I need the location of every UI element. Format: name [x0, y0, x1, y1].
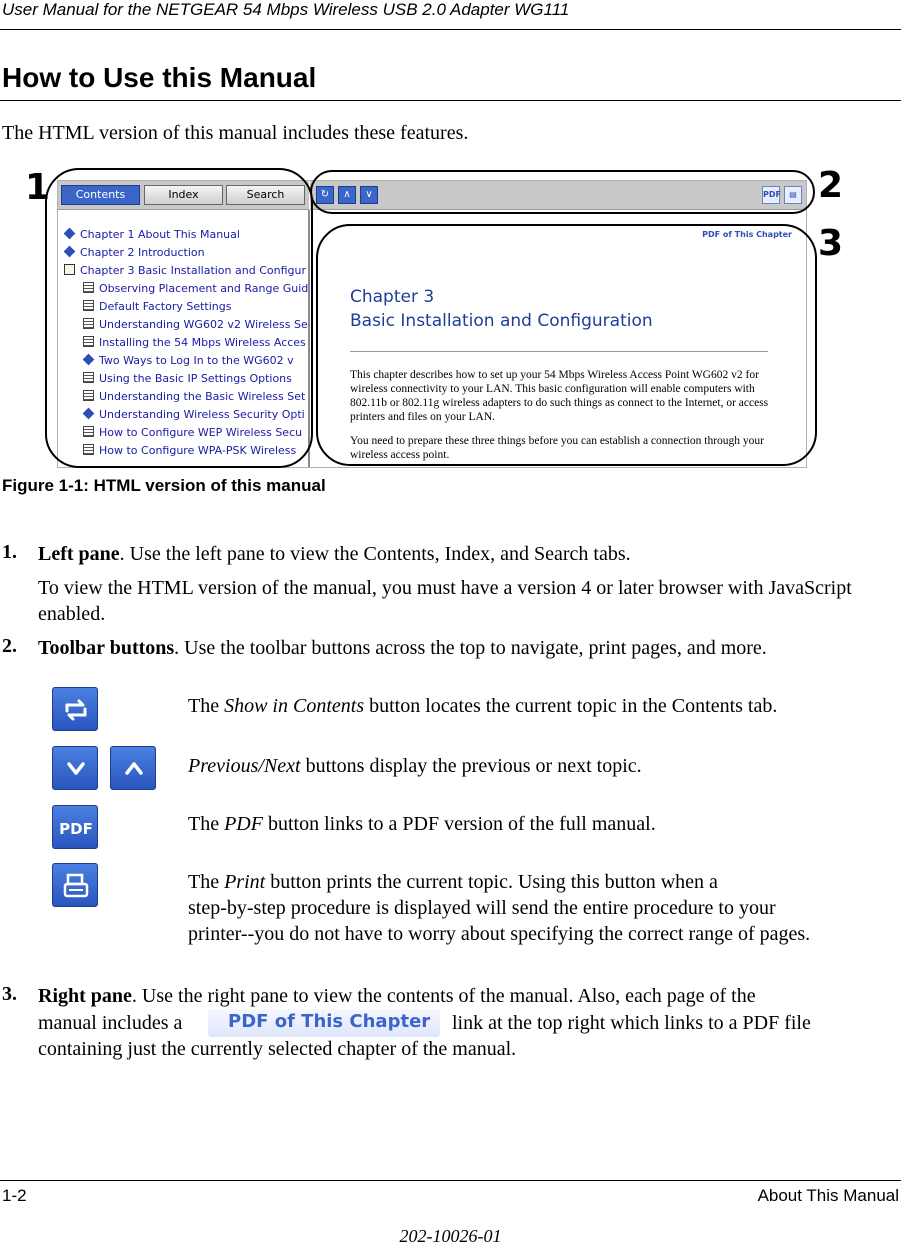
- pdf-of-this-chapter-link[interactable]: PDF of This Chapter: [702, 230, 792, 239]
- callout-number-2: 2: [818, 165, 844, 206]
- item-number-3: 3.: [2, 983, 17, 1005]
- item-right-pane: Right pane. Use the right pane to view the contents of the manual. Also, each page of the: [38, 985, 756, 1007]
- item-right-pane-line2a: manual includes a: [38, 1012, 183, 1034]
- footer-chapter-title: About This Manual: [757, 1186, 899, 1205]
- callout-number-1: 1: [25, 167, 51, 208]
- running-header: User Manual for the NETGEAR 54 Mbps Wireless USB 2.0 Adapter WG111: [2, 0, 570, 19]
- show-in-contents-icon: [52, 687, 98, 731]
- chapter-heading: Chapter 3 Basic Installation and Configuration: [350, 287, 653, 331]
- next-button[interactable]: ∨: [360, 186, 378, 204]
- toc-item[interactable]: Chapter 1 About This Manual: [64, 227, 240, 243]
- toc-item[interactable]: Chapter 2 Introduction: [64, 245, 205, 261]
- item-right-pane-line3: containing just the currently selected chapter of the manual.: [38, 1038, 517, 1060]
- svg-text:PDF: PDF: [59, 820, 93, 838]
- chapter-body: This chapter describes how to set up your 54 Mbps Wireless Access Point WG602 v2 for wireless connectivity to your LAN. This basic configuration will enable computers with 802.11b or 802.11g wireless adapters to do such things as connect to the Internet, or access printers and files on your LAN. You need to prepare these three things before you can establish a connection through your wireless access point.: [350, 369, 769, 461]
- toc-item[interactable]: How to Configure WEP Wireless Secu: [83, 425, 302, 441]
- toc-item[interactable]: Understanding the Basic Wireless Set: [83, 389, 305, 405]
- item-number-2: 2.: [2, 635, 17, 657]
- section-rule: [0, 100, 901, 101]
- pdf-icon: [52, 805, 98, 849]
- header-rule: [0, 29, 901, 30]
- item-left-pane: Left pane. Use the left pane to view the Contents, Index, and Search tabs.: [38, 543, 631, 565]
- item-left-pane-note: To view the HTML version of the manual, you must have a version 4 or later browser with JavaScript enabled.: [38, 577, 852, 625]
- document-number: 202-10026-01: [399, 1226, 502, 1243]
- tab-contents[interactable]: Contents: [61, 185, 140, 205]
- toc-item[interactable]: Observing Placement and Range Guid: [83, 281, 308, 297]
- tab-index[interactable]: Index: [144, 185, 223, 205]
- section-title: How to Use this Manual: [2, 62, 317, 93]
- intro-text: The HTML version of this manual includes these features.: [2, 122, 469, 144]
- toc-item[interactable]: Installing the 54 Mbps Wireless Acces: [83, 335, 306, 351]
- toc-item[interactable]: Chapter 3 Basic Installation and Configur: [64, 263, 306, 279]
- pdf-button[interactable]: PDF: [762, 186, 780, 204]
- callout-right-pane: [316, 224, 817, 466]
- item-number-1: 1.: [2, 541, 17, 563]
- tab-search[interactable]: Search: [226, 185, 305, 205]
- print-button[interactable]: ▤: [784, 186, 802, 204]
- callout-number-3: 3: [818, 223, 844, 264]
- footer-rule: [0, 1180, 901, 1181]
- print-desc: The Print button prints the current topic. Using this button when a step-by-step procedure is displayed will send the entire procedure to your printer--you do not have to worry about specifying the correct range of pages.: [188, 871, 811, 945]
- callout-left-pane: [45, 168, 313, 468]
- toc-item[interactable]: Default Factory Settings: [83, 299, 231, 315]
- pdf-desc: The PDF button links to a PDF version of the full manual.: [188, 813, 656, 835]
- item-right-pane-line2b: link at the top right which links to a PDF file: [452, 1012, 811, 1034]
- callout-toolbar: [310, 170, 815, 214]
- figure-caption: Figure 1-1: HTML version of this manual: [2, 476, 326, 495]
- previous-button[interactable]: ∧: [338, 186, 356, 204]
- toc-item[interactable]: Understanding Wireless Security Opti: [83, 407, 305, 423]
- toc-item[interactable]: How to Configure WPA-PSK Wireless: [83, 443, 296, 459]
- toc-item[interactable]: Two Ways to Log In to the WG602 v: [83, 353, 294, 369]
- show-in-contents-button[interactable]: ↻: [316, 186, 334, 204]
- figure-html-version: [0, 160, 901, 472]
- pdf-of-this-chapter-button: PDF of This Chapter: [208, 1009, 440, 1037]
- page-number: 1-2: [2, 1186, 27, 1205]
- print-icon: [52, 863, 98, 907]
- item-toolbar-buttons: Toolbar buttons. Use the toolbar buttons across the top to navigate, print pages, and more.: [38, 637, 767, 659]
- next-icon: [52, 746, 98, 790]
- toc-item[interactable]: Understanding WG602 v2 Wireless Se: [83, 317, 308, 333]
- show-in-contents-desc: The Show in Contents button locates the current topic in the Contents tab.: [188, 695, 778, 717]
- previous-icon: [110, 746, 156, 790]
- toc-item[interactable]: Using the Basic IP Settings Options: [83, 371, 292, 387]
- previous-next-desc: Previous/Next buttons display the previous or next topic.: [188, 755, 642, 777]
